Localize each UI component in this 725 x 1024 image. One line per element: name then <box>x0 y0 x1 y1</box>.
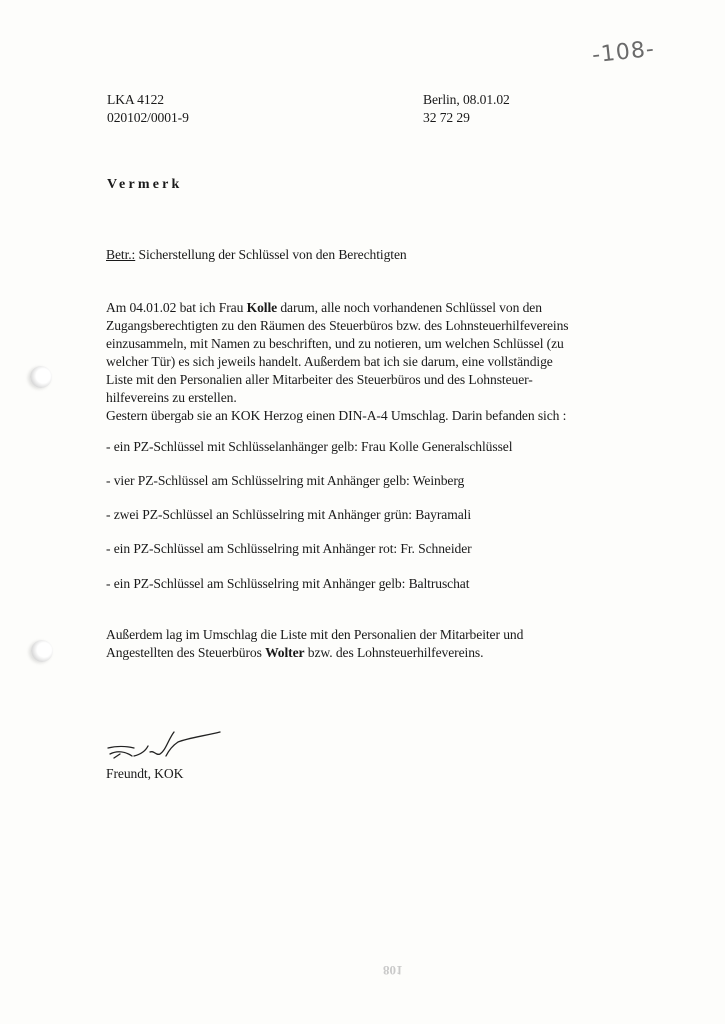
list-item: - ein PZ-Schlüssel am Schlüsselring mit Anhänger rot: Fr. Schneider <box>106 541 472 556</box>
subject-label: Betr.: <box>106 247 136 262</box>
list-item: - zwei PZ-Schlüssel an Schlüsselring mit Anhänger grün: Bayramali <box>106 507 471 522</box>
paragraph-text: darum, alle noch vorhandenen Schlüssel von den <box>277 300 542 315</box>
body-paragraph <box>106 299 626 425</box>
list-item: - ein PZ-Schlüssel mit Schlüsselanhänger gelb: Frau Kolle Generalschlüssel <box>106 439 513 454</box>
paragraph-line <box>106 299 626 317</box>
paragraph-line: einzusammeln, mit Namen zu beschriften, und zu notieren, um welchen Schlüssel (zu <box>106 336 564 351</box>
paragraph-line <box>106 644 626 662</box>
document-title: Vermerk <box>107 177 183 192</box>
paragraph-line: Zugangsberechtigten zu den Räumen des Steuerbüros bzw. des Lohnsteuerhilfevereins <box>106 318 569 333</box>
subject-text: Sicherstellung der Schlüssel von den Berechtigten <box>135 247 407 262</box>
case-number: 020102/0001-9 <box>107 110 189 125</box>
paragraph-line: Liste mit den Personalien aller Mitarbeiter des Steuerbüros und des Lohnsteuer- <box>106 372 533 387</box>
signer-name: Freundt, KOK <box>106 766 184 781</box>
name-kolle: Kolle <box>246 300 278 315</box>
file-reference <box>107 91 189 127</box>
paragraph-line: welcher Tür) es sich jeweils handelt. Außerdem bat ich sie darum, eine vollständige <box>106 354 553 369</box>
list-item: - ein PZ-Schlüssel am Schlüsselring mit Anhänger gelb: Baltruschat <box>106 576 470 591</box>
handwritten-signature <box>104 726 224 770</box>
place-date <box>423 91 510 127</box>
office-code: LKA 4122 <box>107 92 164 107</box>
paragraph-line: Außerdem lag im Umschlag die Liste mit den Personalien der Mitarbeiter und <box>106 627 524 642</box>
paragraph-line: hilfevereins zu erstellen. <box>106 390 237 405</box>
punch-hole <box>30 366 52 388</box>
paragraph-line: Gestern übergab sie an KOK Herzog einen DIN-A-4 Umschlag. Darin befanden sich : <box>106 408 567 423</box>
name-wolter: Wolter <box>265 645 305 660</box>
paragraph-text: bzw. des Lohnsteuerhilfevereins. <box>304 645 484 660</box>
subject-line <box>106 246 407 264</box>
page-number: -108- <box>590 36 657 69</box>
list-item: - vier PZ-Schlüssel am Schlüsselring mit Anhänger gelb: Weinberg <box>106 473 465 488</box>
paragraph-text: Am 04.01.02 bat ich Frau <box>106 300 247 315</box>
bleed-through-mark: 801 <box>383 963 403 978</box>
punch-hole <box>31 640 53 662</box>
closing-paragraph <box>106 626 626 662</box>
paragraph-text: Angestellten des Steuerbüros <box>106 645 266 660</box>
date-line: Berlin, 08.01.02 <box>423 92 510 107</box>
phone-extension: 32 72 29 <box>423 110 470 125</box>
